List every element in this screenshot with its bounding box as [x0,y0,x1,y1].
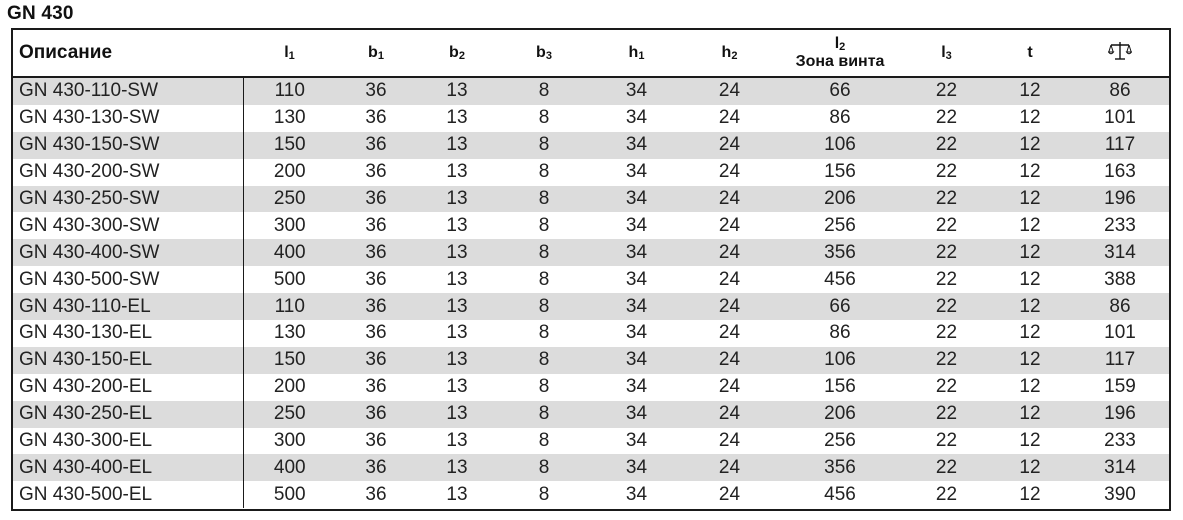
cell-l1: 400 [243,239,336,266]
cell-h2: 24 [718,161,741,183]
cell-l1: 150 [243,132,336,159]
cell-t: 12 [1019,268,1041,290]
cell-b2: 13 [446,322,468,344]
cell-b2: 13 [446,161,468,183]
table-row [13,454,1169,481]
cell-t: 12 [1019,430,1041,452]
cell-l1: 200 [243,374,336,401]
cell-b2: 13 [416,454,498,481]
cell-t: 12 [989,347,1071,374]
header-h1-sub: 1 [638,50,645,63]
cell-l2: 156 [824,376,856,398]
cell-h1: 34 [590,186,683,213]
table-header-row [13,30,1169,77]
table-row [13,428,1169,455]
cell-t: 12 [989,239,1071,266]
table-row [13,239,1169,266]
cell-b2: 13 [416,77,498,105]
cell-l1: 250 [243,401,336,428]
cell-t: 12 [989,293,1071,320]
cell-desc: GN 430-150-EL [13,347,243,374]
cell-b3: 8 [498,132,590,159]
cell-h2: 24 [718,107,741,129]
cell-l2: 86 [829,107,851,129]
cell-b2: 13 [446,430,468,452]
cell-b1: 36 [336,401,416,428]
cell-h1: 34 [590,132,683,159]
cell-t: 12 [989,454,1071,481]
header-description: Описание [13,30,243,77]
cell-desc: GN 430-130-SW [19,107,160,129]
cell-l2: 256 [824,214,856,236]
cell-l1: 500 [243,481,336,508]
header-l1-sub: 1 [288,50,295,63]
cell-h2: 24 [718,322,741,344]
cell-desc: GN 430-200-SW [19,161,160,183]
cell-b1: 36 [336,347,416,374]
header-h2 [683,30,776,77]
cell-t: 12 [989,77,1071,105]
cell-l3: 22 [935,268,958,290]
cell-desc: GN 430-400-SW [13,239,243,266]
header-b3 [498,30,590,77]
header-b3-base: b [536,44,546,62]
cell-l2: 206 [776,186,904,213]
cell-b3: 8 [538,268,550,290]
cell-l3: 22 [904,293,989,320]
header-h1 [590,30,683,77]
cell-b2: 13 [416,293,498,320]
table-row [13,374,1169,401]
cell-l3: 22 [904,347,989,374]
cell-h2: 24 [683,77,776,105]
cell-b3: 8 [538,214,550,236]
cell-b3: 8 [538,107,550,129]
cell-desc: GN 430-500-EL [19,483,153,505]
cell-l2: 106 [776,347,904,374]
header-b3-sub: 3 [545,50,552,63]
header-h1-base: h [628,44,639,62]
header-h2-base: h [721,44,732,62]
table-row [13,481,1169,508]
cell-w: 196 [1071,401,1169,428]
cell-l2: 456 [824,483,856,505]
cell-l1: 130 [243,105,336,132]
cell-l1: 130 [243,320,336,347]
cell-l3: 22 [935,214,958,236]
cell-l1: 250 [243,186,336,213]
cell-w: 233 [1104,214,1136,236]
cell-l3: 22 [935,107,958,129]
cell-b1: 36 [365,268,387,290]
cell-l3: 22 [904,401,989,428]
cell-w: 86 [1071,77,1169,105]
cell-b2: 13 [446,376,468,398]
cell-b2: 13 [446,268,468,290]
cell-b2: 13 [416,132,498,159]
header-b1-base: b [368,44,378,62]
cell-b3: 8 [538,483,550,505]
header-l2-base: l [834,35,840,53]
cell-w: 196 [1071,186,1169,213]
header-h2-sub: 2 [731,50,738,63]
cell-l3: 22 [935,376,958,398]
cell-b2: 13 [416,239,498,266]
cell-t: 12 [1019,107,1041,129]
cell-w: 314 [1071,239,1169,266]
cell-h2: 24 [718,483,741,505]
table-row [13,105,1169,132]
cell-desc: GN 430-110-SW [13,77,243,105]
cell-l1: 110 [243,77,336,105]
header-t: t [989,30,1071,77]
cell-w: 159 [1104,376,1136,398]
cell-b3: 8 [498,401,590,428]
cell-b1: 36 [336,239,416,266]
cell-l3: 22 [935,322,958,344]
cell-l3: 22 [904,132,989,159]
header-weight [1071,30,1169,77]
cell-l2: 86 [829,322,851,344]
cell-t: 12 [1019,376,1041,398]
cell-l3: 22 [904,454,989,481]
cell-l3: 22 [935,430,958,452]
cell-desc: GN 430-130-EL [19,322,153,344]
table-row [13,132,1169,159]
cell-w: 101 [1104,107,1136,129]
cell-h2: 24 [718,376,741,398]
cell-desc: GN 430-110-EL [13,293,243,320]
table-row [13,293,1169,320]
cell-b1: 36 [365,161,387,183]
cell-h1: 34 [590,239,683,266]
cell-h2: 24 [683,239,776,266]
header-l2-sub: 2 [839,41,846,54]
table-row [13,159,1169,186]
cell-t: 12 [1019,322,1041,344]
cell-h2: 24 [718,430,741,452]
cell-w: 163 [1104,161,1136,183]
cell-w: 101 [1104,322,1136,344]
cell-l1: 500 [243,266,336,293]
cell-b1: 36 [336,132,416,159]
cell-l2: 156 [824,161,856,183]
cell-b2: 13 [446,483,468,505]
cell-l1: 300 [243,428,336,455]
cell-w: 314 [1071,454,1169,481]
table-row [13,186,1169,213]
cell-h2: 24 [683,347,776,374]
cell-h2: 24 [718,268,741,290]
cell-desc: GN 430-500-SW [19,268,160,290]
header-l2-note: Зона винта [795,53,885,70]
cell-b1: 36 [365,322,387,344]
cell-h1: 34 [625,483,648,505]
cell-h1: 34 [625,214,648,236]
cell-h1: 34 [625,107,648,129]
cell-desc: GN 430-150-SW [13,132,243,159]
cell-b1: 36 [365,483,387,505]
cell-h2: 24 [683,401,776,428]
cell-b1: 36 [336,77,416,105]
cell-l2: 356 [776,239,904,266]
header-l3-base: l [941,44,946,62]
table-row [13,212,1169,239]
cell-h2: 24 [683,293,776,320]
cell-t: 12 [989,132,1071,159]
cell-w: 233 [1104,430,1136,452]
cell-t: 12 [1019,214,1041,236]
table-body [13,77,1169,508]
cell-b3: 8 [498,293,590,320]
cell-l3: 22 [904,77,989,105]
table-row [13,266,1169,293]
cell-b1: 36 [365,214,387,236]
cell-l2: 66 [776,293,904,320]
cell-t: 12 [989,401,1071,428]
cell-t: 12 [989,186,1071,213]
cell-b1: 36 [336,293,416,320]
cell-h2: 24 [683,454,776,481]
cell-w: 86 [1071,293,1169,320]
header-b2-sub: 2 [458,50,465,63]
cell-h1: 34 [590,293,683,320]
cell-h2: 24 [683,186,776,213]
cell-desc: GN 430-300-SW [19,214,160,236]
header-b2 [416,30,498,77]
cell-h1: 34 [590,401,683,428]
cell-h1: 34 [625,268,648,290]
cell-b3: 8 [538,322,550,344]
cell-b1: 36 [365,107,387,129]
cell-b3: 8 [498,186,590,213]
header-l1-base: l [284,44,289,62]
table-row [13,320,1169,347]
cell-b1: 36 [336,454,416,481]
header-l1 [243,30,336,77]
cell-h1: 34 [625,430,648,452]
cell-b1: 36 [365,430,387,452]
cell-b3: 8 [498,454,590,481]
cell-desc: GN 430-200-EL [19,376,153,398]
cell-b2: 13 [446,214,468,236]
scale-icon [1108,40,1132,62]
cell-h1: 34 [625,161,648,183]
cell-l2: 66 [776,77,904,105]
cell-w: 117 [1071,347,1169,374]
cell-b3: 8 [498,347,590,374]
page-title: GN 430 [7,3,74,24]
cell-b3: 8 [498,239,590,266]
cell-l1: 110 [243,293,336,320]
cell-l2: 206 [776,401,904,428]
cell-l2: 356 [776,454,904,481]
header-l3-sub: 3 [945,50,952,63]
cell-b1: 36 [336,186,416,213]
cell-l1: 200 [243,159,336,186]
cell-b2: 13 [416,401,498,428]
cell-l3: 22 [935,161,958,183]
cell-b2: 13 [446,107,468,129]
cell-b3: 8 [538,376,550,398]
cell-b2: 13 [416,347,498,374]
cell-desc: GN 430-250-EL [13,401,243,428]
cell-h2: 24 [718,214,741,236]
cell-b3: 8 [538,161,550,183]
cell-t: 12 [1019,483,1041,505]
cell-desc: GN 430-300-EL [19,430,153,452]
cell-h1: 34 [590,77,683,105]
cell-l3: 22 [904,239,989,266]
cell-desc: GN 430-400-EL [13,454,243,481]
cell-w: 117 [1071,132,1169,159]
header-l2-symbol [776,35,904,53]
cell-l1: 150 [243,347,336,374]
cell-desc: GN 430-250-SW [13,186,243,213]
cell-w: 388 [1104,268,1136,290]
cell-b3: 8 [498,77,590,105]
table-row [13,347,1169,374]
cell-h1: 34 [625,322,648,344]
cell-b3: 8 [538,430,550,452]
cell-b2: 13 [416,186,498,213]
cell-h1: 34 [590,347,683,374]
cell-t: 12 [1019,161,1041,183]
cell-l1: 400 [243,454,336,481]
header-b1 [336,30,416,77]
table-row [13,401,1169,428]
header-b2-base: b [449,44,459,62]
cell-l3: 22 [935,483,958,505]
header-b1-sub: 1 [377,50,384,63]
dimensions-table-frame [11,28,1171,511]
table-row [13,77,1169,105]
cell-l1: 300 [243,212,336,239]
cell-h2: 24 [683,132,776,159]
cell-l2: 456 [824,268,856,290]
cell-l2: 256 [824,430,856,452]
cell-w: 390 [1104,483,1136,505]
header-l2 [776,30,904,77]
cell-h1: 34 [625,376,648,398]
cell-b1: 36 [365,376,387,398]
cell-h1: 34 [590,454,683,481]
cell-l2: 106 [776,132,904,159]
header-l3 [904,30,989,77]
cell-l3: 22 [904,186,989,213]
dimensions-table [13,30,1169,508]
